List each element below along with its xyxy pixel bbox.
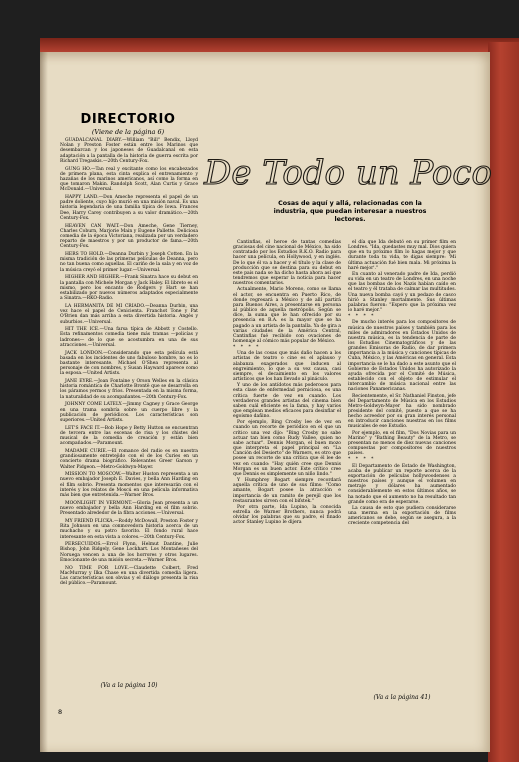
article-subtitle: Cosas de aquí y allá, relacionadas con la industria, que puedan interesar a nuestros lectores. [273, 200, 427, 223]
article-paragraph: El Departamento de Estado de Washington, acaba de publicar un reporte acerca de la exportación de películas hollywoodenses a nuestros países y aunque el volumen en metraje y dólares ha aumentado considerablemente en estos últimos años, se ha notado que el aumento no ha resultado tan grande como era de esperarse. [348, 463, 456, 505]
directorio-entry: MY FRIEND FLICKA.—Roddy McDowall, Preston Foster y Rita Johnson en una conmovedora historia acerca de un muchacho y su potro favorito. El fondo rural hace interesante en esta vista a colores.—20th Century-Fox. [60, 518, 198, 540]
directorio-entry: GUADALCANAL DIARY.—William "Bill" Bendix, Lloyd Nolan y Preston Foster están entre los Marinos que desembarcan y los japoneses de Guadalcanal en esta adaptación a la pantalla de la historia de guerra escrita por Richard Tregaskis.—20th Century-Fox. [60, 138, 198, 164]
binding-top-edge [40, 38, 519, 52]
directorio-entry: HIT THE ICE.—Una farsa típica de Abbott y Costello. Esta refinamentos comedia tiene más tramas —policías y ladrones— de lo que se acostumbra en una de sus atracciones.—Universal. [60, 327, 198, 348]
script-heading-text: De Todo un Poco [204, 153, 492, 193]
directorio-entry: NO TIME FOR LOVE.—Claudette Colbert, Fred MacMurray y Ilka Chase en una divertida comedia ligera. Las características son obvias y el diálogo presenta la risa del público.—Paramount. [60, 565, 198, 587]
article-paragraph: Recientemente, el Sr. Nathaniel Finston, jefe del Departamento de Música en los Estudios Metro-Goldwyn-Mayer ha sido nombrado presidente del comité, puesto a que se ha hecho acreedor por su gran interés personal en introducir canciones nuestras en los films musicales de ese Estudio. [348, 393, 456, 430]
directorio-entry: LA HERMANITA DE MI CRIADO.—Deanna Durbin, una vez hace el papel de Cenicienta. Franchot Tone y Pat O'Brien dan más arriba a esta divertida historia. Angés y suburbios.—Universal. [60, 303, 198, 325]
directorio-entry: LET'S FACE IT.—Bob Hope y Betty Hutton se encuentran de tercera entre las escenas de risa y los chistes del musical de la comedia de creación y están bien acompañados.—Paramount. [60, 425, 198, 447]
directorio-entry: MOONLIGHT IN VERMONT.—Gloria Jean presenta a un nuevo embajador y bella Ann Harding en el film sobrio. Presentado alrededor de la fibra acciones.—Universal. [60, 500, 198, 517]
article-column-right [348, 240, 456, 700]
section-separator: * * * * [348, 457, 376, 463]
section-separator: * * * * [348, 314, 376, 320]
directorio-entry: JANE EYRE.—Joan Fontaine y Orson Welles en la clásica historia romántica de Charlotte Brontë que se desarrolla en los páramos yermos y frios. Presentada en la misma forma, la naturalidad de su acompañantes.—20th Century-Fox. [60, 379, 198, 400]
script-heading [204, 138, 492, 208]
article-paragraph: De mucho interés para los compositores de música de nuestros países y también para los miles de admiradores en Estados Unidos de nuestra música, es la tendencia de parte de los Estudios Cinematográficos y de las grandes Emisoras de Radio, de dar primera importancia a la música y canciones típicas de Cuba, México, y las Américas en general. Esta importancia se le ha dado a este asunto que el Gobierno de Estados Unidos ha autorizado la ayuda ofrecida por el Comité de Música, establecido con el objeto de estimular el intercambio de música nacional entre las naciones Panamericanas. [348, 320, 456, 393]
gutter-shadow [40, 52, 48, 752]
article-paragraph: Y Humphrey Bogart siempre recordará aquella crítica de uno de sus films: "Como amante, Bogart posee la atracción e importancia de un ramito de perejil que los restaurantes sirven con el bifstek." [233, 478, 341, 504]
article-paragraph: Una de las cosas que más daño hacen a los artistas de teatro o cine es el aplauso y alabanza exagerados que inducen al engreimiento, lo que a su vez causa, casi siempre, el decaimiento en los valores artísticos que los han llevado al pináculo. [233, 351, 341, 383]
section-separator: * * * * [233, 345, 261, 351]
article-paragraph: Por ejemplo, en el film, "Dos Novias para un Marino" y "Bathing Beauty" de la Metro, se presentan no menos de diez nuevas canciones compuestas por compositores de nuestros países. [348, 430, 456, 457]
article-paragraph: Actualmente, Mario Moreno, como se llama el actor, se encuentra en Puerto Rico, de donde regresará a México y de allí partirá para Buenos Aires, a presentarse en persona al público de aquella metrópolis. Según se dice, la suma que le han ofrecido por su presencia en B.A. es la mayor que se ha pagado a un artista de la pantalla. Ya de gira a varias ciudades de la América Central, Cantinflas fué recibido con ovaciones de homenaje al cómico más popular de México. [233, 287, 341, 344]
directorio-entry: HIGHER AND HIGHER.—Frank Sinatra hace su debut en la pantalla con Michele Morgan y Jack Haley. El libreto es el mismo, pero los encanto de Rodgers y Hart se han estabilizado por nuevos números adaptados especialmente a Sinatra.—RKO-Radio. [60, 275, 198, 302]
directorio-title: DIRECTORIO [80, 112, 176, 127]
directorio-entry: HAPPY LAND.—Don Ameche representa el papel de un padre doliente, cuyo hijo murió en una misión naval. Es una historia legendaria de una familia típica de Iowa. Frances Dee, Harry Carey contribuyen a su valor dramático.—20th Century-Fox. [60, 195, 198, 221]
article-column-left [233, 240, 341, 700]
directorio-entry: PERSECUIDOS.—Errol Flynn, Helmut Dantine, Julie Bishop, John Ridgely, Gene Lockhart. Los Montañeses del Noruega vencen a una de los horrores y otros lugares. Emocionante de una misión secreta.—Warner Bros. [60, 542, 198, 563]
directorio-entry: HERS TO HOLD.—Deanna Durbin y Joseph Cotten. En la misma tradición de las primeras películas de Deanna, pero no tan buena como aquellas. El cariño de la sala y en voz de la música creyó el primer lugar.—Universal. [60, 252, 198, 273]
script-heading-graphic [204, 138, 492, 208]
directorio-entry: HEAVEN CAN WAIT.—Don Ameche, Gene Tierney, Charles Coburn, Marjorie Main y Eugene Pallette. Deliciosa comedia de la época Victoriana, realizada por un verdadero reparto de maestros y por un productor de fama.—20th Century-Fox. [60, 223, 198, 250]
article-continued-note: (Va a la página 41) [373, 694, 431, 701]
directorio-entry: JACK LONDON.—Considerando que esta película está basada en los incidentes de uno fabuloso hombre, no es lo bastante interesante. Michael O'Shea representa al personaje de con nombres, y Susan Hayward aparece como la esposa.—United Artists. [60, 350, 198, 377]
directorio-entry: MISSION TO MOSCOW.—Walter Huston representa a un nuevo embajador Joseph E. Davies, y bella Ann Harding en el film sobrio. Presenta momentos que interesarán con el interés y los relatos de Moscú en una película informativa más bien que entretenida.—Warner Bros. [60, 472, 198, 499]
continued-to-note: (Va a la página 10) [100, 682, 158, 689]
article-paragraph: En cuanto al venerado padre de Ida, perdió su vida en un teatro de Londres, en una noche que las bombas de los Nazis habían caído en el teatro y él trataba de calmar las multitudes. Una nueva bomba cayó y un pedazo de casco hirió a Stanley mortalmente. Sus últimas palabras fueron: "Espero que la próxima vez lo haré mejor." [348, 271, 456, 314]
directorio-column [60, 138, 198, 678]
page-number: 8 [58, 708, 63, 716]
article-paragraph: Por ejemplo, Bing Crosby lee de vez en cuando un recorte de periódico en el que un crítico una vez dijo: "Bing Crosby no sabe actuar tan bien como Rudy Vallee, quien no sabe actuar". Dennis Morgan, el buen mozo que interpreta el papel principal en "La Canción del Desierto" de Warners, es otro que posee un recorte de una crítica que él lee de vez en cuando: "Hay quién cree que Dennis Morgan es un buen actor. Este crítico cree que Dennis es simplemente un niño lindo." [233, 420, 341, 477]
binding-spine-edge [488, 42, 519, 762]
directorio-entry: GUNG HO.—Tan real y excitante como los encabezados de primera plana, esta cinta explica el entrenamiento y hazañas de los marinos americanos, así como la forma en que tomaron Makin. Randolph Scott, Alan Curtis y Grace McDonald.—Universal. [60, 166, 198, 193]
directorio-entry: JOHNNY COME LATELY.—Jimmy Cagney y Grace George en una trama sombría sobre un cuerpo libre y la publicación de periódicos. Los características son superiores.—United Artists. [60, 402, 198, 423]
article-paragraph: Cantinflas, el heroe de tantas comedias graciosas del cine nacional de México, ha sido contratado por los Estudios R.K.O. Radio para hacer una película, en Hollywood, y en inglés. De lo que él va a hacer y el título y la clase de producción que se destina para su debut en este país nada se ha dicho hasta ahora así que tendremos que esperar la noticia para hacer nuestros comentarios. [233, 240, 341, 287]
article-paragraph: Por otra parte, Ida Lupino, la conocida estrella de Warner Brothers, nunca podrá olvidar los palabras que su padre, el finado actor Stanley Lupino le dijera [233, 504, 341, 526]
article-paragraph: Y uno de los antídotos más poderosos para esta clase de enfermedad perniciosa, es una crítica fuerte de vez en cuando. Los verdaderos grandes artistas del cinema bien saben cuál eficiente es la fama, y hay varios que emplean medios eficaces para desinflar el egoísmo dañino. [233, 383, 341, 420]
continued-from-note: (Viene de la página 6) [91, 128, 165, 136]
article-paragraph: el día que Ida debutó en su primer film en Londres. "Ida, quedastes muy mal. Dios quiera que en tu próximo film lo hagas mejor y que durante toda tu vida, te digas siempre: 'Mi última actuación fué bien mala. Mi próxima la haré mejor'." [348, 240, 456, 271]
directorio-entry: MADAME CURIE.—El romance del radio es en nuestra grandiosamente entretejido con el de los Curies en un concierto drama biográfico. Relevantes Greer Garson y Walter Pidgeon.—Metro-Goldwyn-Mayer. [60, 448, 198, 470]
article-paragraph: La causa de esto que pudiera considerarse una merma en la exportación de films americanos se debe, según se asegura, a la creciente competencia del [348, 505, 456, 527]
